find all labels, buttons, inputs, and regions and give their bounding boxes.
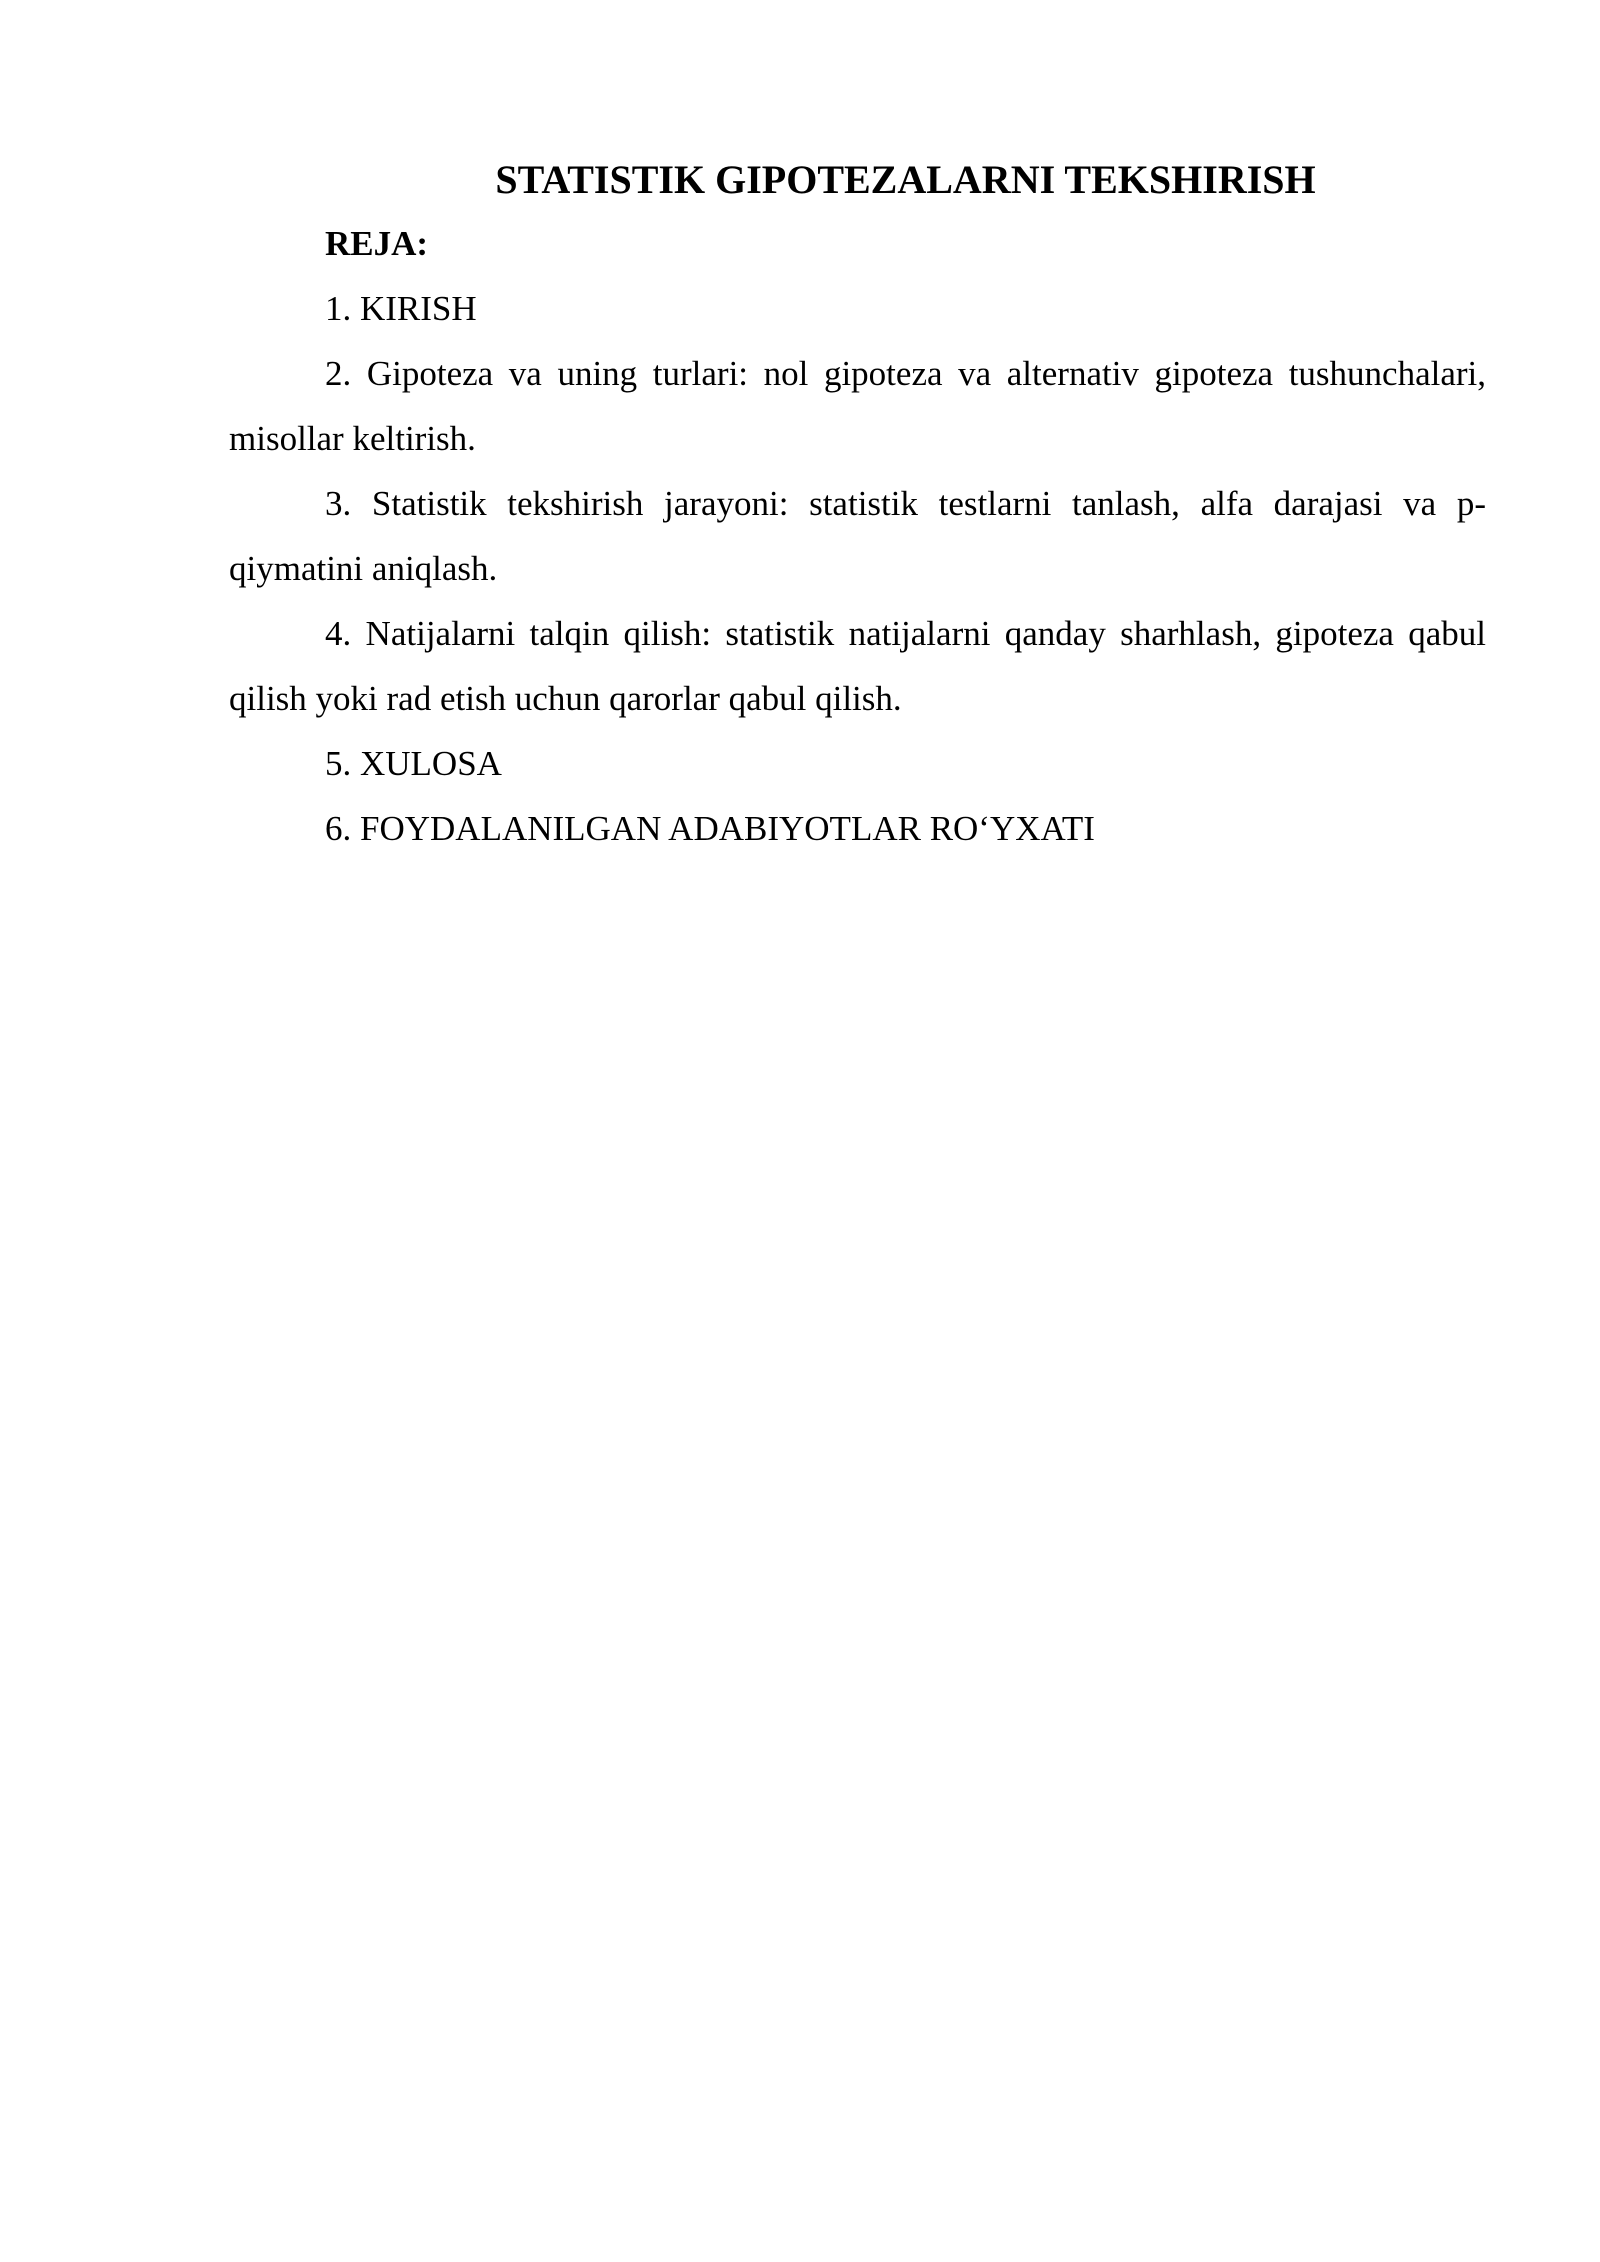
plan-item-references: 6. FOYDALANILGAN ADABIYOTLAR RO‘YXATI: [325, 809, 1095, 848]
plan-item-introduction: 1. KIRISH: [325, 289, 477, 328]
document-title: STATISTIK GIPOTEZALARNI TEKSHIRISH: [495, 157, 1316, 202]
document-body: [229, 150, 1486, 861]
plan-item-interpretation: 4. Natijalarni talqin qilish: statistik natijalarni qanday sharhlash, gipoteza qabul qilish yoki rad etish uchun qarorlar qabul qilish.: [229, 614, 1486, 718]
plan-item-testing-process: 3. Statistik tekshirish jarayoni: statistik testlarni tanlash, alfa darajasi va p-qiymatini aniqlash.: [229, 484, 1486, 588]
plan-heading: REJA:: [325, 224, 429, 263]
plan-item-conclusion: 5. XULOSA: [325, 744, 502, 783]
plan-item-hypothesis-types: 2. Gipoteza va uning turlari: nol gipoteza va alternativ gipoteza tushunchalari, misollar keltirish.: [229, 354, 1486, 458]
